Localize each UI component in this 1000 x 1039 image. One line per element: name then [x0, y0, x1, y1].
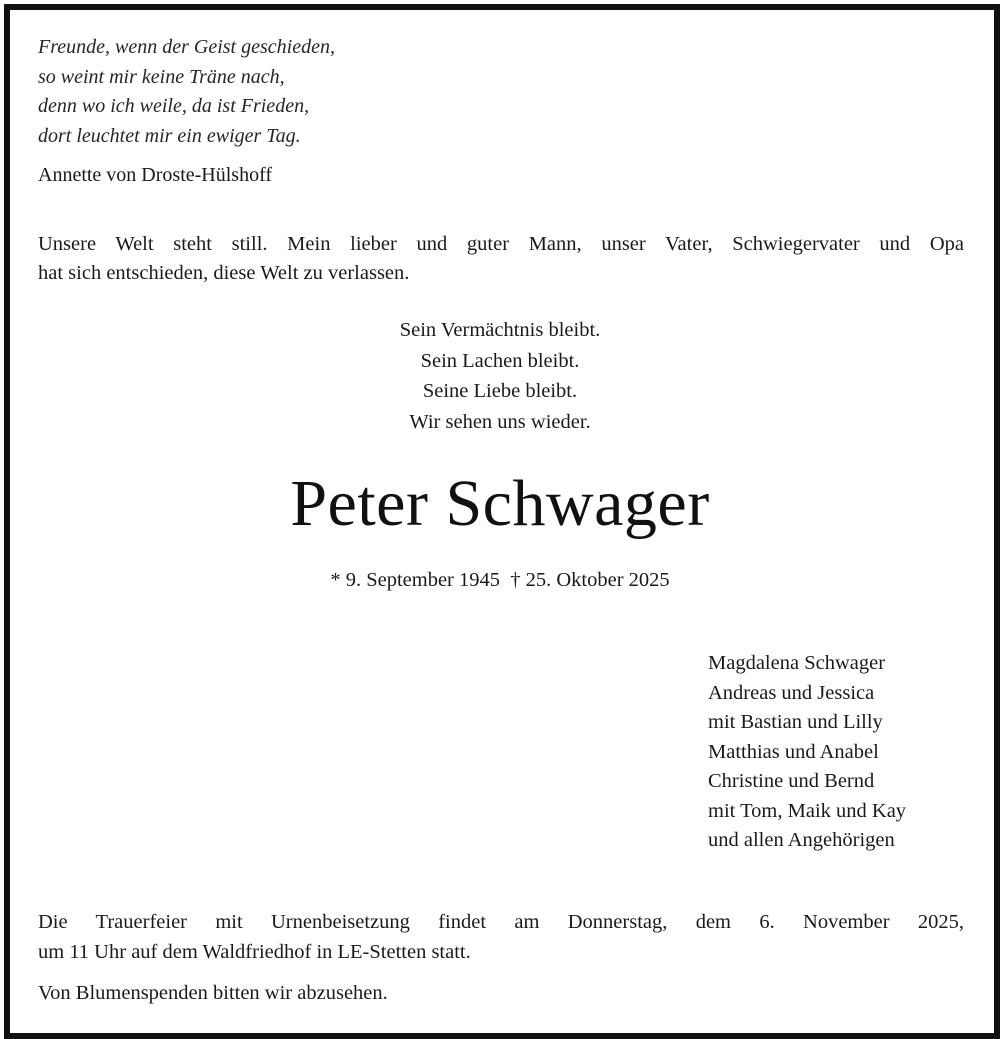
life-dates: * 9. September 1945 † 25. Oktober 2025: [330, 569, 670, 591]
funeral-line-1: Die Trauerfeier mit Urnenbeisetzung findet am Donnerstag, dem 6. November 2025,: [38, 911, 964, 933]
intro-line-1: Unsere Welt steht still. Mein lieber und guter Mann, unser Vater, Schwiegervater und Opa: [38, 233, 964, 255]
intro-paragraph: [38, 230, 964, 288]
mourner-line-3: mit Bastian und Lilly: [708, 711, 883, 733]
mourners-list: [708, 649, 906, 856]
intro-line-2: hat sich entschieden, diese Welt zu verlassen.: [38, 262, 410, 284]
poem-author: Annette von Droste-Hülshoff: [38, 164, 273, 186]
poem-line-1: Freunde, wenn der Geist geschieden,: [38, 36, 335, 58]
flowers-note: Von Blumenspenden bitten wir abzusehen.: [38, 982, 388, 1004]
mourner-line-1: Magdalena Schwager: [708, 652, 886, 674]
mourner-line-6: mit Tom, Maik und Kay: [708, 799, 907, 822]
poem-block: [38, 33, 335, 151]
poem-line-3: denn wo ich weile, da ist Frieden,: [38, 95, 310, 117]
verse-line-2: Sein Lachen bleibt.: [420, 349, 580, 372]
verse-line-3: Seine Liebe bleibt.: [422, 380, 578, 402]
mourner-line-5: Christine und Bernd: [708, 770, 875, 792]
mourner-line-7: und allen Angehörigen: [708, 829, 895, 851]
poem-line-2: so weint mir keine Träne nach,: [38, 65, 285, 88]
verse-line-1: Sein Vermächtnis bleibt.: [399, 319, 601, 341]
deceased-name: Peter Schwager: [290, 467, 710, 540]
poem-line-4: dort leuchtet mir ein ewiger Tag.: [38, 124, 301, 147]
mourner-line-4: Matthias und Anabel: [708, 740, 879, 763]
memorial-verses: [250, 315, 750, 437]
mourner-line-2: Andreas und Jessica: [708, 681, 875, 704]
funeral-notice: [38, 908, 964, 967]
verse-line-4: Wir sehen uns wieder.: [409, 410, 591, 433]
funeral-line-2: um 11 Uhr auf dem Waldfriedhof in LE-Stetten statt.: [38, 940, 471, 963]
